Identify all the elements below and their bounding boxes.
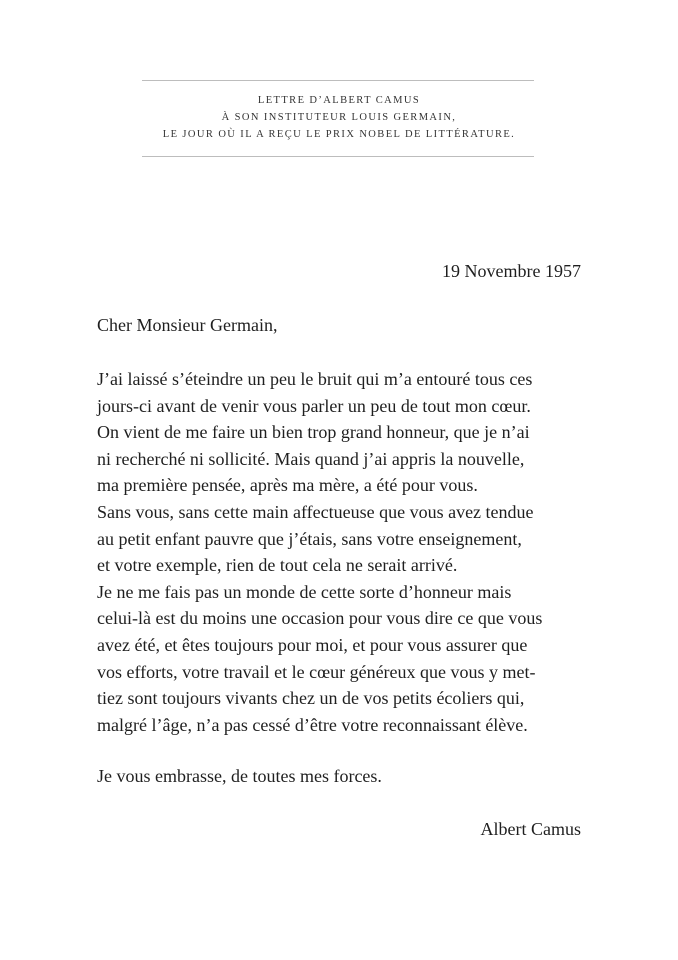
body-line: jours-ci avant de venir vous parler un peu de tout mon cœur. bbox=[97, 395, 531, 416]
body-line: malgré l’âge, n’a pas cessé d’être votre reconnaissant élève. bbox=[97, 714, 528, 735]
header-line-recipient: À SON INSTITUTEUR LOUIS GERMAIN, bbox=[221, 112, 457, 123]
letter-body bbox=[97, 366, 587, 738]
body-line: On vient de me faire un bien trop grand honneur, que je n’ai bbox=[97, 422, 530, 443]
letter-signature: Albert Camus bbox=[480, 819, 581, 839]
body-line: Je ne me fais pas un monde de cette sorte d’honneur mais bbox=[97, 581, 512, 602]
letter-header bbox=[0, 92, 678, 143]
letter-closing: Je vous embrasse, de toutes mes forces. bbox=[97, 766, 382, 786]
body-line: tiez sont toujours vivants chez un de vos petits écoliers qui, bbox=[97, 688, 525, 709]
body-line: et votre exemple, rien de tout cela ne serait arrivé. bbox=[97, 555, 458, 576]
body-line: vos efforts, votre travail et le cœur généreux que vous y met- bbox=[97, 661, 536, 682]
body-line: au petit enfant pauvre que j’étais, sans votre enseignement, bbox=[97, 528, 522, 549]
letter-salutation: Cher Monsieur Germain, bbox=[97, 315, 278, 335]
body-line: avez été, et êtes toujours pour moi, et pour vous assurer que bbox=[97, 634, 528, 655]
body-line: ma première pensée, après ma mère, a été pour vous. bbox=[97, 475, 478, 496]
header-line-title: LETTRE D’ALBERT CAMUS bbox=[257, 95, 421, 106]
header-top-rule bbox=[142, 80, 534, 81]
body-line: ni recherché ni sollicité. Mais quand j’ai appris la nouvelle, bbox=[97, 448, 525, 469]
body-line: Sans vous, sans cette main affectueuse que vous avez tendue bbox=[97, 501, 534, 522]
letter-date: 19 Novembre 1957 bbox=[442, 261, 581, 281]
header-line-occasion: LE JOUR OÙ IL A REÇU LE PRIX NOBEL DE LITTÉRATURE. bbox=[162, 129, 516, 140]
body-line: celui-là est du moins une occasion pour vous dire ce que vous bbox=[97, 608, 543, 629]
body-line: J’ai laissé s’éteindre un peu le bruit qui m’a entouré tous ces bbox=[97, 369, 533, 389]
header-bottom-rule bbox=[142, 156, 534, 157]
